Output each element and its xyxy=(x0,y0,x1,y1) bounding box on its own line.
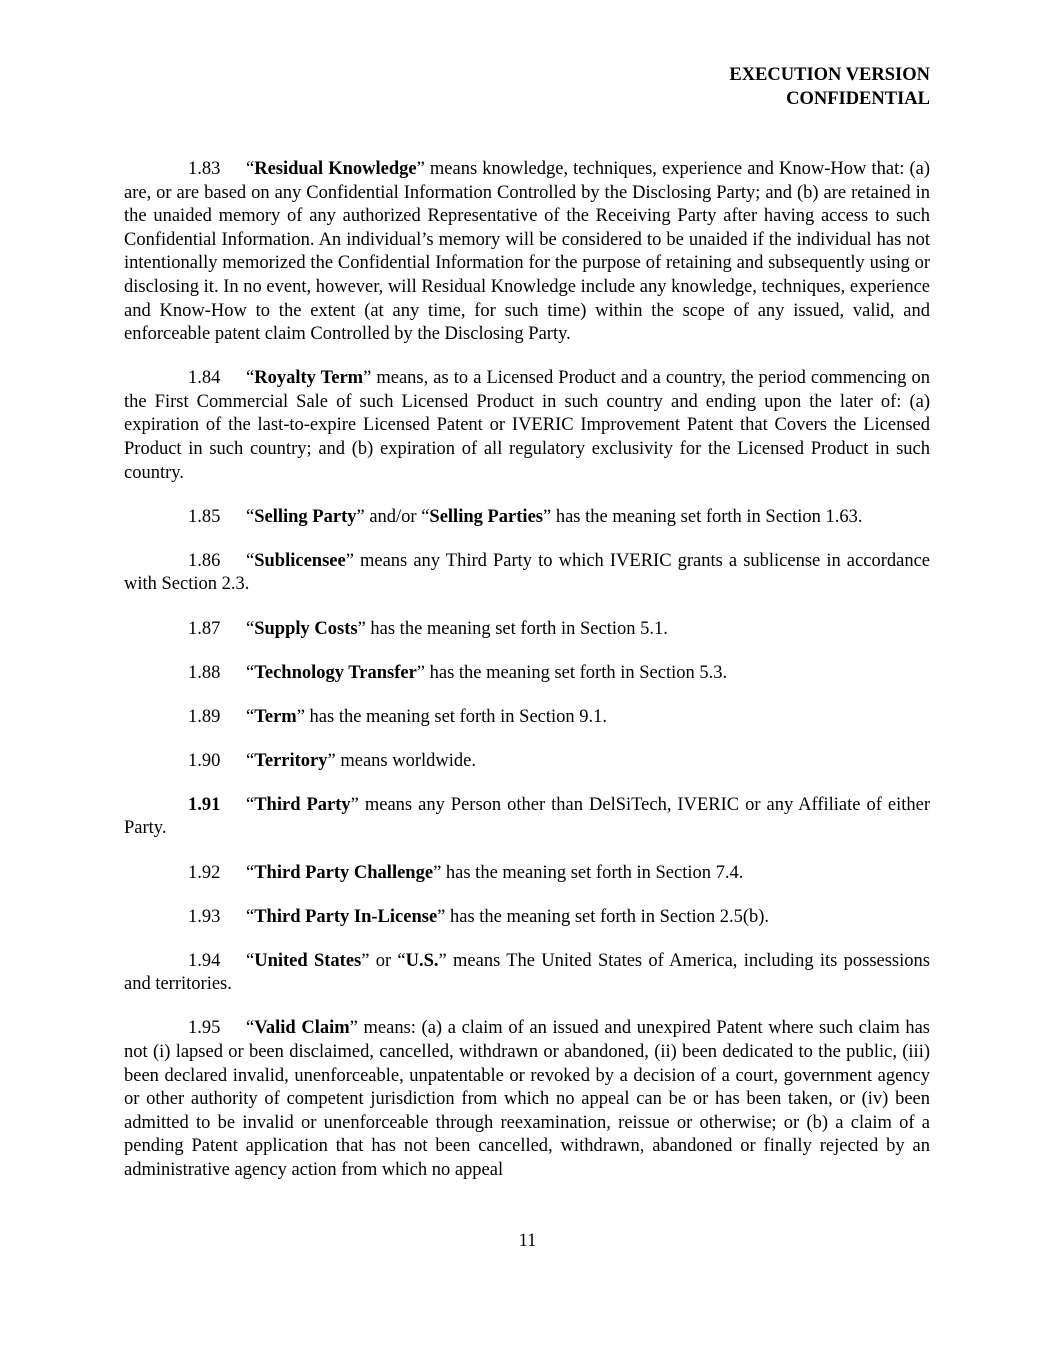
section-number: 1.90 xyxy=(188,750,221,771)
definition-1-83: 1.83 “Residual Knowledge” means knowledge, techniques, experience and Know-How that: (a) are, or are based on any Confidential Information Controlled by the Disclosing Party; and (b) are retained in the unaided memory of any authorized Representative of the Receiving Party after having access to such Confidential Information. An individual’s memory will be considered to be unaided if the individual has not intentionally memorized the Confidential Information for the purpose of retaining and subsequently using or disclosing it. In no event, however, will Residual Knowledge include any knowledge, techniques, experience and Know-How to the extent (at any time, for such time) within the scope of any issued, valid, and enforceable patent claim Controlled by the Disclosing Party. xyxy=(124,159,930,345)
defined-term-alt: Selling Parties xyxy=(429,506,543,527)
section-number: 1.89 xyxy=(188,706,221,727)
page-number: 11 xyxy=(518,1231,537,1251)
confidential-label: CONFIDENTIAL xyxy=(786,89,930,109)
definition-1-86: 1.86 “Sublicensee” means any Third Party to which IVERIC grants a sublicense in accordance with Section 2.3. xyxy=(124,550,930,595)
execution-version-label: EXECUTION VERSION xyxy=(729,65,930,85)
section-number: 1.88 xyxy=(188,662,221,683)
definition-1-95: 1.95 “Valid Claim” means: (a) a claim of an issued and unexpired Patent where such claim has not (i) lapsed or been disclaimed, cancelled, withdrawn or abandoned, (ii) been dedicated to the public, (iii) been declared invalid, unenforceable, unpatentable or revoked by a decision of a court, government agency or other authority of competent jurisdiction from which no appeal can be or has been taken, or (iv) been admitted to be invalid or unenforceable through reexamination, reissue or otherwise; or (b) a claim of a pending Patent application that has not been cancelled, withdrawn, abandoned or finally rejected by an administrative agency action from which no appeal xyxy=(124,1018,931,1180)
definition-text: ” has the meaning set forth in Section 1.63. xyxy=(542,506,863,527)
definition-1-88: 1.88 “Technology Transfer” has the meaning set forth in Section 5.3. xyxy=(124,662,930,686)
definition-1-92: 1.92 “Third Party Challenge” has the meaning set forth in Section 7.4. xyxy=(124,862,930,886)
defined-term-alt: U.S. xyxy=(405,950,439,971)
term-connector: ” or “ xyxy=(361,950,406,971)
defined-term: Sublicensee xyxy=(254,550,346,571)
section-number: 1.83 xyxy=(188,159,221,179)
definition-text: ” has the meaning set forth in Section 5.3. xyxy=(416,662,728,683)
defined-term: Residual Knowledge xyxy=(254,159,417,179)
definition-text: ” means worldwide. xyxy=(327,750,476,771)
defined-term: Valid Claim xyxy=(254,1018,350,1039)
defined-term: United States xyxy=(254,950,362,971)
section-number: 1.94 xyxy=(188,950,221,971)
section-number: 1.92 xyxy=(188,862,221,883)
defined-term: Supply Costs xyxy=(254,618,358,639)
defined-term: Third Party Challenge xyxy=(254,862,434,883)
defined-term: Territory xyxy=(254,750,328,771)
section-number: 1.93 xyxy=(188,906,221,927)
defined-term: Third Party In-License xyxy=(254,906,438,927)
definition-text: ” has the meaning set forth in Section 9.1. xyxy=(296,706,608,727)
section-number: 1.85 xyxy=(188,506,221,527)
term-connector: ” and/or “ xyxy=(356,506,430,527)
section-number: 1.84 xyxy=(188,368,221,389)
section-number: 1.91 xyxy=(188,794,221,815)
section-number: 1.95 xyxy=(188,1018,221,1039)
definition-text: ” means knowledge, techniques, experience and Know-How that: (a) are, or are based on any Confidential Information Controlled by the Disclosing Party; and (b) are retained in the unaided memory of any authorized Representative of the Receiving Party after having access to such Confidential Information. An individual’s memory will be considered to be unaided if the individual has not intentionally memorized the Confidential Information for the purpose of retaining and subsequently using or disclosing it. In no event, however, will Residual Knowledge include any knowledge, techniques, experience and Know-How to the extent (at any time, for such time) within the scope of any issued, valid, and enforceable patent claim Controlled by the Disclosing Party. xyxy=(124,159,930,345)
definition-1-89: 1.89 “Term” has the meaning set forth in Section 9.1. xyxy=(124,706,930,730)
definition-text: ” means any Person other than DelSiTech, IVERIC or any Affiliate of either Party. xyxy=(124,794,930,839)
definition-text: ” has the meaning set forth in Section 7.4. xyxy=(433,862,744,883)
defined-term: Third Party xyxy=(254,794,351,815)
definition-1-84: 1.84 “Royalty Term” means, as to a Licensed Product and a country, the period commencing on the First Commercial Sale of such Licensed Product in such country and ending upon the later of: (a) expiration of the last-to-expire Licensed Patent or IVERIC Improvement Patent that Covers the Licensed Product in such country; and (b) expiration of all regulatory exclusivity for the Licensed Product in such country. xyxy=(124,368,930,483)
definition-text: ” has the meaning set forth in Section 2.5(b). xyxy=(437,906,770,927)
section-number: 1.87 xyxy=(188,618,221,639)
definition-1-93: 1.93 “Third Party In-License” has the meaning set forth in Section 2.5(b). xyxy=(124,906,930,930)
definition-text: ” has the meaning set forth in Section 5.1. xyxy=(357,618,668,639)
document-header xyxy=(729,63,930,111)
defined-term: Technology Transfer xyxy=(254,662,417,683)
definition-1-94: 1.94 “United States” or “U.S.” means The United States of America, including its possessions and territories. xyxy=(124,950,930,995)
definition-text: ” means any Third Party to which IVERIC grants a sublicense in accordance with Section 2.3. xyxy=(124,550,930,595)
defined-term: Term xyxy=(254,706,297,727)
definition-text: ” means: (a) a claim of an issued and unexpired Patent where such claim has not (i) lapsed or been disclaimed, cancelled, withdrawn or abandoned, (ii) been dedicated to the public, (iii) been declared invalid, unenforceable, unpatentable or revoked by a decision of a court, government agency or other authority of competent jurisdiction from which no appeal can be or has been taken, or (iv) been admitted to be invalid or unenforceable through reexamination, reissue or otherwise; or (b) a claim of a pending Patent application that has not been cancelled, withdrawn, abandoned or finally rejected by an administrative agency action from which no appeal xyxy=(124,1018,931,1180)
definitions-body xyxy=(124,158,930,1203)
defined-term: Royalty Term xyxy=(254,368,364,389)
definition-text: ” means, as to a Licensed Product and a country, the period commencing on the First Commercial Sale of such Licensed Product in such country and ending upon the later of: (a) expiration of the last-to-expire Licensed Patent or IVERIC Improvement Patent that Covers the Licensed Product in such country; and (b) expiration of all regulatory exclusivity for the Licensed Product in such country. xyxy=(124,368,930,483)
definition-1-91: 1.91 “Third Party” means any Person other than DelSiTech, IVERIC or any Affiliate of either Party. xyxy=(124,794,930,839)
section-number: 1.86 xyxy=(188,550,221,571)
definition-1-87: 1.87 “Supply Costs” has the meaning set forth in Section 5.1. xyxy=(124,618,930,642)
definition-1-85: 1.85 “Selling Party” and/or “Selling Parties” has the meaning set forth in Section 1.63. xyxy=(124,506,930,530)
definition-text: ” means The United States of America, including its possessions and territories. xyxy=(124,950,930,995)
defined-term: Selling Party xyxy=(254,506,357,527)
definition-1-90: 1.90 “Territory” means worldwide. xyxy=(124,750,930,774)
